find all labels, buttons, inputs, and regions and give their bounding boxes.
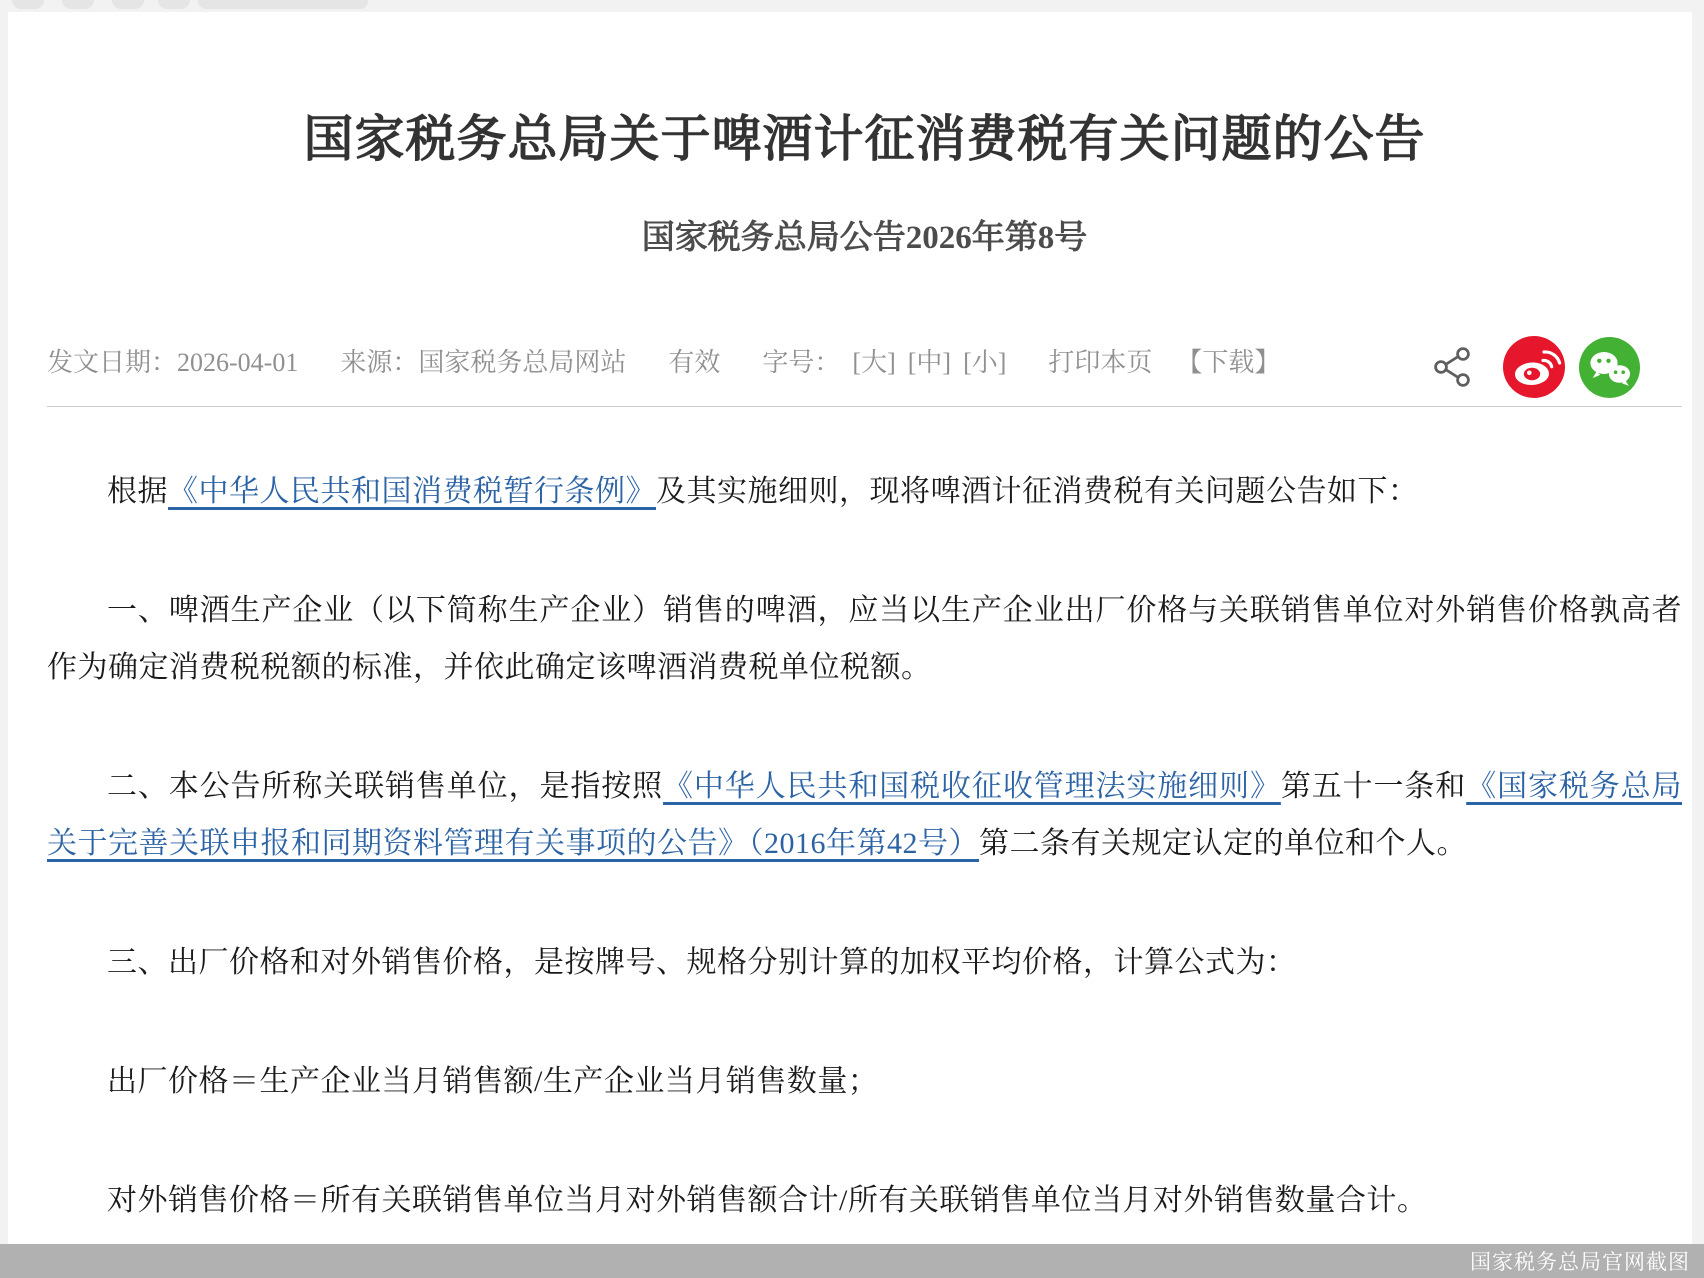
publish-date bbox=[47, 346, 298, 380]
download-button[interactable]: 【下载】 bbox=[1176, 348, 1281, 377]
article-2-text-mid: 第五十一条和 bbox=[1280, 770, 1467, 803]
font-size-label: 字号： bbox=[762, 348, 841, 377]
intro-text-after: 及其实施细则，现将啤酒计征消费税有关问题公告如下： bbox=[656, 475, 1419, 508]
browser-edge-bump bbox=[62, 0, 94, 9]
watermark-band bbox=[0, 1244, 1704, 1278]
share-icon[interactable] bbox=[1433, 346, 1471, 388]
publish-date-value: 2026-04-01 bbox=[177, 348, 299, 377]
document-number: 国家税务总局公告2026年第8号 bbox=[641, 220, 1088, 256]
publish-date-label: 发文日期： bbox=[47, 348, 178, 377]
browser-edge-bump bbox=[12, 0, 44, 9]
source-value: 国家税务总局网站 bbox=[418, 348, 627, 377]
wechat-icon[interactable] bbox=[1579, 337, 1640, 398]
paragraph-article-2 bbox=[47, 758, 1682, 872]
document-body bbox=[47, 463, 1682, 1229]
browser-edge-decoration bbox=[0, 0, 1704, 12]
article-2-text-after: 第二条有关规定认定的单位和个人。 bbox=[979, 827, 1467, 860]
source-label: 来源： bbox=[340, 348, 419, 377]
page-title: 国家税务总局关于啤酒计征消费税有关问题的公告 bbox=[303, 111, 1426, 167]
paragraph-article-3: 三、出厂价格和对外销售价格，是按牌号、规格分别计算的加权平均价格，计算公式为： bbox=[107, 946, 1297, 979]
watermark-text: 国家税务总局官网截图 bbox=[1470, 1251, 1690, 1274]
link-consumption-tax-regulation[interactable]: 《中华人民共和国消费税暂行条例》 bbox=[168, 475, 656, 508]
font-size-small-button[interactable]: [小] bbox=[963, 348, 1007, 377]
font-size-large-button[interactable]: [大] bbox=[852, 348, 896, 377]
weibo-icon[interactable] bbox=[1503, 336, 1565, 398]
meta-bar bbox=[47, 318, 1682, 407]
link-related-declaration-announcement[interactable]: 《国家税务总局关于完善关联申报和同期资料管理有关事项的公告》（2016年第42号） bbox=[47, 770, 1683, 860]
browser-edge-bump bbox=[158, 0, 190, 9]
article-2-text: 二、本公告所称关联销售单位，是指按照 bbox=[107, 770, 664, 803]
intro-text: 根据 bbox=[107, 475, 168, 508]
print-page-button[interactable]: 打印本页 bbox=[1048, 348, 1153, 377]
document-page bbox=[8, 12, 1692, 1278]
paragraph-formula-external-price: 对外销售价格＝所有关联销售单位当月对外销售额合计/所有关联销售单位当月对外销售数量合计。 bbox=[107, 1184, 1428, 1217]
paragraph-formula-factory-price: 出厂价格＝生产企业当月销售额/生产企业当月销售数量； bbox=[107, 1065, 879, 1098]
link-tax-collection-rules[interactable]: 《中华人民共和国税收征收管理法实施细则》 bbox=[663, 770, 1281, 803]
paragraph-intro bbox=[47, 463, 1682, 520]
browser-edge-pill bbox=[198, 0, 368, 9]
source bbox=[340, 346, 626, 380]
status-badge: 有效 bbox=[668, 348, 721, 377]
browser-edge-bump bbox=[112, 0, 144, 9]
font-size-medium-button[interactable]: [中] bbox=[907, 348, 952, 377]
paragraph-article-1: 一、啤酒生产企业（以下简称生产企业）销售的啤酒，应当以生产企业出厂价格与关联销售单位对外销售价格孰高者作为确定消费税税额的标准，并依此确定该啤酒消费税单位税额。 bbox=[47, 594, 1682, 684]
share-icon-group bbox=[1433, 336, 1640, 398]
